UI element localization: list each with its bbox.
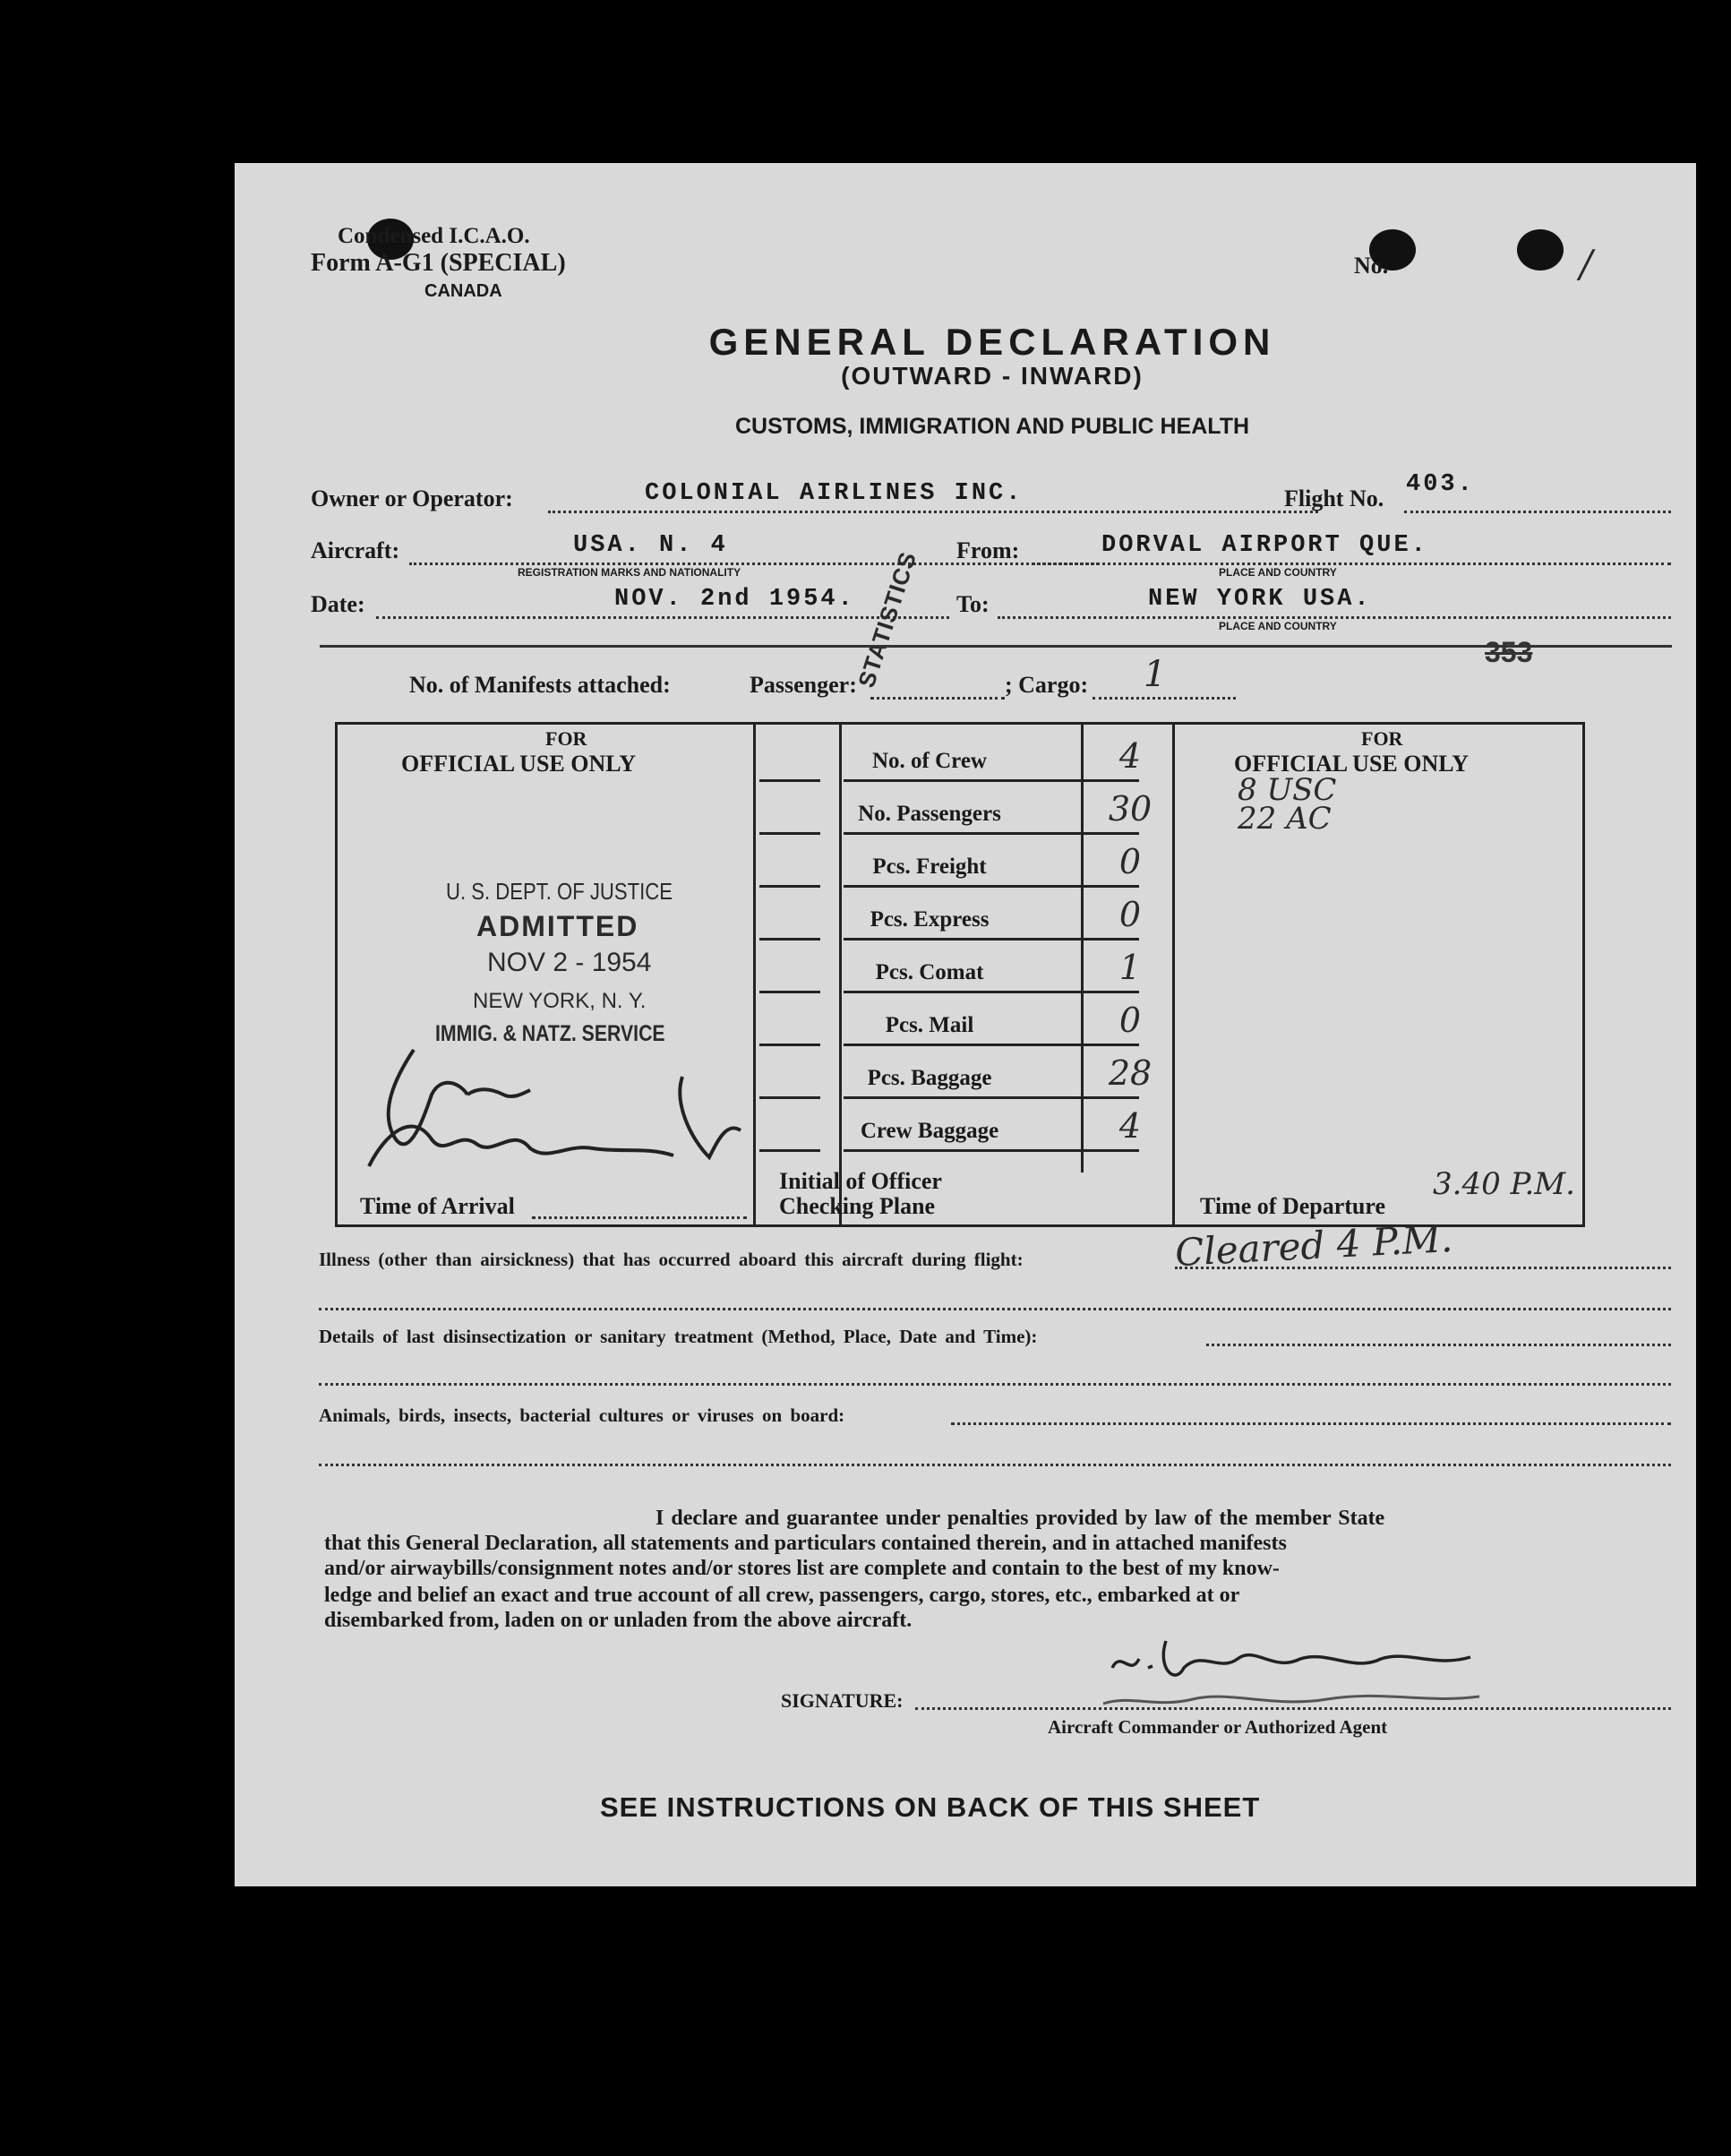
summary-row-rule (844, 832, 1139, 835)
summary-row-blank (759, 938, 820, 941)
summary-row-rule (844, 991, 1139, 993)
commander-signature (1094, 1632, 1497, 1713)
right-official-for: FOR (1361, 727, 1403, 750)
summary-row-blank (759, 1096, 820, 1099)
summary-row-label: Pcs. Freight (872, 855, 987, 879)
summary-row-label: Pcs. Comat (875, 960, 984, 984)
time-of-departure-value: 3.40 P.M. (1433, 1166, 1575, 1202)
time-of-departure-label: Time of Departure (1200, 1193, 1385, 1219)
illness-line (1175, 1267, 1671, 1269)
flight-line (1404, 511, 1671, 513)
admitted-stamp-line4: NEW YORK, N. Y. (473, 989, 647, 1013)
from-line (1032, 563, 1671, 565)
summary-row-label: Crew Baggage (860, 1119, 999, 1143)
from-caption: PLACE AND COUNTRY (1219, 566, 1337, 579)
summary-row-rule (844, 1096, 1139, 1099)
summary-row-blank (759, 779, 820, 782)
illness-line-2 (319, 1308, 1671, 1310)
summary-row-value: 30 (1108, 789, 1153, 829)
number-label: No. (1354, 253, 1389, 279)
disinsectization-line-2 (319, 1383, 1671, 1386)
signature-label: SIGNATURE: (781, 1689, 904, 1712)
summary-row-rule (844, 1044, 1139, 1046)
summary-row-rule (844, 1149, 1139, 1152)
owner-value: COLONIAL AIRLINES INC. (645, 480, 1024, 507)
admitted-stamp-line3: NOV 2 - 1954 (487, 948, 652, 977)
declaration-form-sheet (235, 163, 1696, 1886)
form-subtitle-agencies: CUSTOMS, IMMIGRATION AND PUBLIC HEALTH (734, 414, 1250, 439)
summary-row-blank (759, 832, 820, 835)
disinsectization-line (1206, 1344, 1671, 1346)
aircraft-label: Aircraft: (311, 537, 400, 563)
form-subtitle-direction: (OUTWARD - INWARD) (841, 362, 1144, 390)
summary-row-label: No. Passengers (858, 802, 1001, 826)
time-of-arrival-label: Time of Arrival (360, 1193, 515, 1219)
summary-row-rule (844, 938, 1139, 941)
summary-row-blank (759, 991, 820, 993)
summary-row-value: 4 (1118, 1106, 1142, 1146)
signature-caption: Aircraft Commander or Authorized Agent (1048, 1716, 1388, 1738)
admitted-stamp-line2: ADMITTED (476, 910, 639, 942)
date-line (376, 616, 949, 619)
summary-row-blank (759, 885, 820, 888)
animals-label: Animals, birds, insects, bacterial cultures or viruses on board: (319, 1404, 845, 1426)
right-official-note1: 8 USC (1238, 772, 1337, 808)
form-code-line2: Form A-G1 (SPECIAL) (311, 249, 566, 277)
statistics-stamp: STATISTICS (853, 547, 922, 691)
date-label: Date: (311, 591, 365, 617)
summary-row-blank (759, 1149, 820, 1152)
cargo-manifest-label: ; Cargo: (1005, 672, 1089, 698)
owner-line (548, 511, 1318, 513)
to-line (998, 616, 1671, 619)
passenger-manifest-label: Passenger: (750, 672, 857, 698)
cargo-manifest-line (1093, 697, 1236, 700)
left-official-heading: OFFICIAL USE ONLY (401, 751, 636, 777)
punch-hole (1517, 229, 1564, 271)
from-value: DORVAL AIRPORT QUE. (1101, 532, 1428, 559)
right-official-heading: OFFICIAL USE ONLY (1234, 751, 1469, 777)
animals-line-2 (319, 1464, 1671, 1466)
summary-row-rule (844, 885, 1139, 888)
signature-line (915, 1707, 1671, 1710)
summary-row-value: 1 (1118, 948, 1142, 987)
summary-row-value: 4 (1118, 736, 1142, 776)
reference-number: 353 (1485, 636, 1533, 668)
initial-officer-line1: Initial of Officer (779, 1168, 942, 1194)
owner-label: Owner or Operator: (311, 485, 513, 511)
animals-line (951, 1422, 1671, 1425)
aircraft-value: USA. N. 4 (573, 532, 728, 559)
declaration-line4: ledge and belief an exact and true account of all crew, passengers, cargo, stores, etc., embarked at or (324, 1584, 1240, 1607)
summary-row-label: Pcs. Express (870, 907, 990, 932)
disinsectization-label: Details of last disinsectization or sanitary treatment (Method, Place, Date and Time): (319, 1326, 1038, 1347)
summary-row-rule (844, 779, 1139, 782)
separator-line (320, 645, 1672, 648)
summary-row-value: 0 (1118, 895, 1142, 934)
declaration-line1: I declare and guarantee under penalties provided by law of the member State (656, 1507, 1385, 1530)
left-official-for: FOR (545, 727, 587, 750)
flight-value: 403. (1406, 471, 1475, 498)
initial-officer-line2: Checking Plane (779, 1193, 936, 1219)
time-of-arrival-line (532, 1216, 747, 1219)
number-value: / (1580, 242, 1593, 286)
manifests-label: No. of Manifests attached: (409, 672, 671, 698)
date-value: NOV. 2nd 1954. (614, 586, 855, 613)
to-label: To: (956, 591, 990, 617)
declaration-line2: that this General Declaration, all statements and particulars contained therein, and in attached manifests (324, 1532, 1287, 1555)
from-label: From: (956, 537, 1020, 563)
summary-row-blank (759, 1044, 820, 1046)
illness-label: Illness (other than airsickness) that has occurred aboard this aircraft during flight: (319, 1249, 1024, 1270)
summary-row-label: No. of Crew (872, 749, 987, 773)
cargo-manifest-value: 1 (1144, 654, 1167, 695)
declaration-line5: disembarked from, laden on or unladen from the above aircraft. (324, 1609, 913, 1632)
cleared-note: Cleared 4 P.M. (1173, 1215, 1454, 1276)
declaration-line3: and/or airwaybills/consignment notes and/or stores list are complete and contain to the best of my know- (324, 1557, 1280, 1580)
to-caption: PLACE AND COUNTRY (1219, 620, 1337, 632)
to-value: NEW YORK USA. (1148, 586, 1372, 613)
form-country: CANADA (424, 281, 502, 301)
summary-row-value: 0 (1118, 1001, 1142, 1040)
admitted-stamp-line1: U. S. DEPT. OF JUSTICE (446, 878, 673, 905)
right-official-note2: 22 AC (1238, 801, 1332, 837)
summary-row-label: Pcs. Baggage (867, 1066, 992, 1090)
aircraft-caption: REGISTRATION MARKS AND NATIONALITY (518, 566, 741, 579)
form-code-line1: Condensed I.C.A.O. (338, 224, 530, 248)
summary-row-label: Pcs. Mail (885, 1013, 974, 1037)
form-title: GENERAL DECLARATION (708, 321, 1276, 363)
summary-row-value: 28 (1108, 1053, 1153, 1093)
admitted-stamp-line5: IMMIG. & NATZ. SERVICE (435, 1021, 665, 1046)
instructions-footer: SEE INSTRUCTIONS ON BACK OF THIS SHEET (600, 1791, 1261, 1823)
officer-signature (360, 1041, 754, 1175)
summary-row-value: 0 (1118, 842, 1142, 881)
passenger-manifest-line (870, 697, 1005, 700)
flight-label: Flight No. (1284, 485, 1384, 511)
